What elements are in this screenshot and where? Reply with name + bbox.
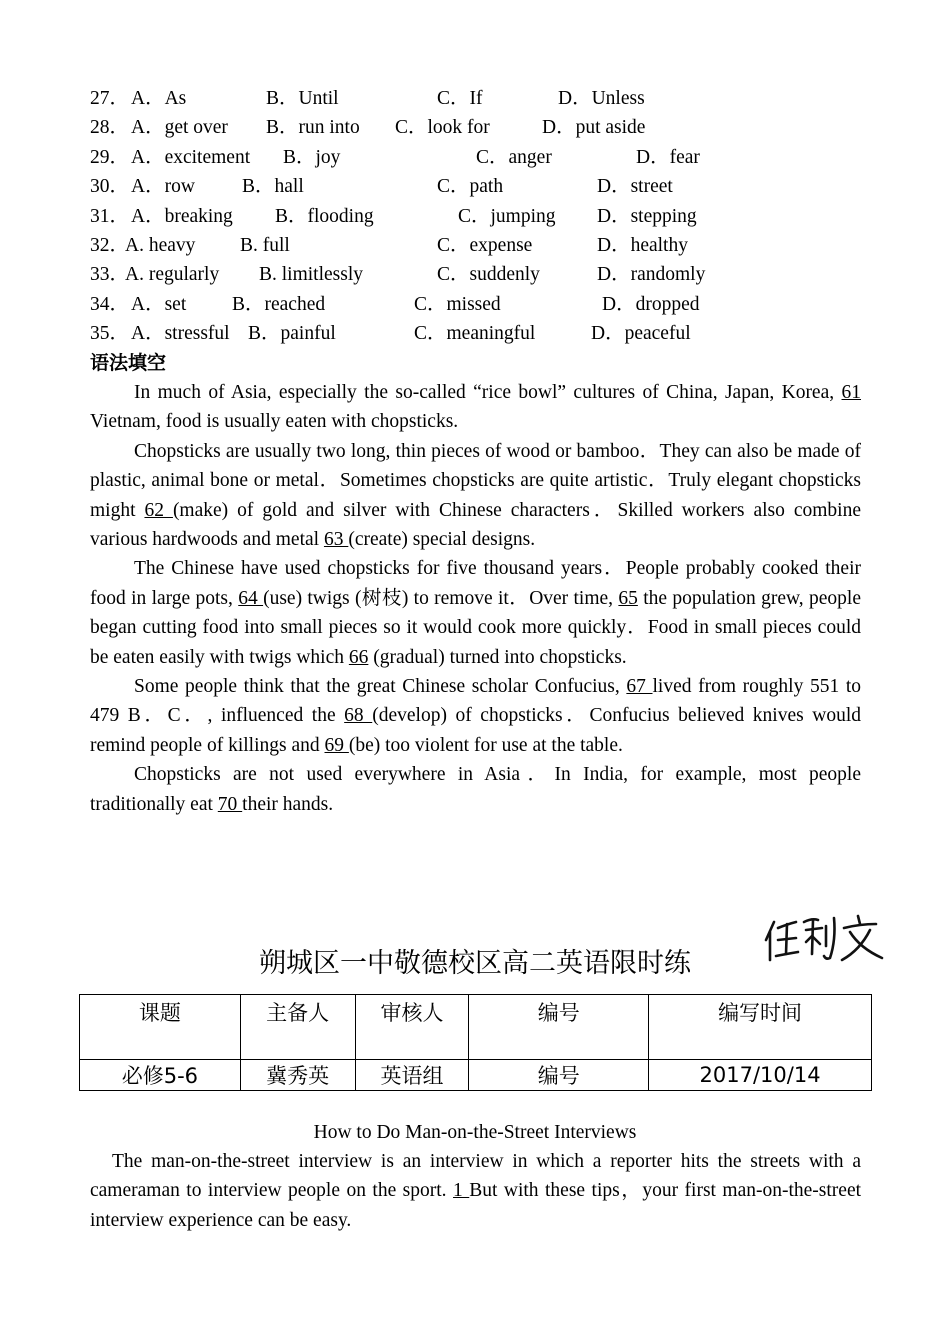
- cell-number: 编号: [469, 1060, 649, 1091]
- option-d: D．randomly: [597, 264, 706, 286]
- option-b: B．reached: [232, 293, 326, 315]
- header-cell-topic: 课题: [80, 995, 241, 1060]
- option-d: D．peaceful: [591, 323, 691, 345]
- cell-topic: 必修5-6: [80, 1060, 241, 1091]
- option-b: B．joy: [283, 146, 341, 168]
- blank-66: 66: [348, 646, 369, 668]
- paragraph-2: Chopsticks are usually two long, thin pieces of wood or bamboo．They can also be made of plastic, animal bone or metal．Sometimes chopsticks are quite artistic．Truly elegant chopsticks might 62 (make) of gold and silver with Chinese characters．Skilled workers also combine various hardwoods and metal 63 (create) special designs.: [90, 440, 861, 551]
- option-b: B．Until: [266, 88, 339, 109]
- grammar-passage: [90, 378, 861, 819]
- option-a: A．As: [131, 88, 187, 109]
- blank-62: 62: [144, 499, 173, 521]
- blank-61: 61: [841, 382, 861, 403]
- option-b: B. full: [240, 235, 290, 256]
- paragraph-3: The Chinese have used chopsticks for five thousand years．People probably cooked their food in large pots, 64 (use) twigs (树枝) to remove it．Over time, 65 the population grew, people began cutting food into small pieces so it would cook more quickly．Food in small pieces could be eaten easily with twigs which 66 (gradual) turned into chopsticks.: [90, 558, 861, 668]
- option-d: D．healthy: [597, 235, 688, 256]
- option-c: C．path: [437, 176, 504, 198]
- article-title: How to Do Man-on-the-Street Interviews: [313, 1122, 637, 1143]
- paragraph-1: In much of Asia, especially the so-called “rice bowl” cultures of China, Japan, Korea, 61 Vietnam, food is usually eaten with chopsticks.: [90, 382, 861, 433]
- option-b: B. limitlessly: [259, 264, 364, 286]
- article-passage: [90, 1147, 861, 1235]
- option-c: C．missed: [414, 293, 501, 315]
- info-table: [79, 994, 872, 1091]
- option-c: C．If: [437, 88, 483, 109]
- question-number: 28．: [90, 117, 130, 139]
- option-d: D．street: [597, 176, 673, 198]
- option-a: A. regularly: [125, 264, 220, 286]
- table-row: [80, 1060, 872, 1091]
- option-c: C．look for: [395, 117, 490, 139]
- question-number: 33．: [90, 264, 130, 286]
- question-number: 32．: [90, 235, 130, 256]
- table-header-row: [80, 995, 872, 1060]
- option-a: A．stressful: [131, 323, 230, 345]
- option-d: D．put aside: [542, 117, 646, 139]
- option-d: D．dropped: [602, 293, 700, 315]
- option-c: C．anger: [476, 146, 552, 168]
- option-a: A．set: [131, 293, 187, 315]
- option-d: D．fear: [636, 146, 700, 168]
- paragraph-4: Some people think that the great Chinese scholar Confucius, 67 lived from roughly 551 to 479 B．C．, influenced the 68 (develop) of chopsticks．Confucius believed knives would remind people of killings and 69 (be) too violent for use at the table.: [90, 676, 862, 756]
- blank-67: 67: [626, 676, 653, 698]
- blank-1: 1: [453, 1180, 470, 1202]
- blank-64: 64: [238, 587, 264, 609]
- blank-69: 69: [324, 734, 349, 756]
- option-d: D．stepping: [597, 205, 697, 227]
- option-c: C．suddenly: [437, 264, 540, 286]
- question-number: 30．: [90, 176, 130, 198]
- option-c: C．jumping: [458, 205, 556, 227]
- question-number: 34．: [90, 293, 130, 315]
- cell-preparer: 冀秀英: [240, 1060, 355, 1091]
- option-b: B．hall: [242, 176, 304, 198]
- option-b: B．flooding: [275, 205, 374, 227]
- header-cell-date: 编写时间: [649, 995, 872, 1060]
- grammar-heading: 语法填空: [90, 352, 167, 374]
- option-d: D．Unless: [558, 88, 645, 109]
- option-a: A．get over: [131, 117, 228, 139]
- option-a: A. heavy: [125, 235, 196, 256]
- option-a: A．excitement: [131, 146, 251, 168]
- question-number: 35．: [90, 323, 130, 345]
- header-cell-number: 编号: [469, 995, 649, 1060]
- blank-68: 68: [344, 705, 373, 727]
- option-a: A．row: [131, 176, 195, 198]
- cell-reviewer: 英语组: [355, 1060, 469, 1091]
- header-cell-preparer: 主备人: [240, 995, 355, 1060]
- cell-date: 2017/10/14: [649, 1060, 872, 1091]
- section-title: 朔城区一中敬德校区高二英语限时练: [259, 948, 691, 979]
- paragraph-5: Chopsticks are not used everywhere in Asia．In India, for example, most people traditionally eat 70 their hands.: [90, 764, 861, 815]
- blank-65: 65: [618, 587, 638, 609]
- header-cell-reviewer: 审核人: [355, 995, 469, 1060]
- article-paragraph-1: The man-on-the-street interview is an interview in which a reporter hits the streets with a cameraman to interview people on the sport. 1 But with these tips，your first man-on-the-street interview experience can be easy.: [90, 1151, 862, 1231]
- option-c: C．expense: [437, 235, 533, 256]
- option-c: C．meaningful: [414, 323, 536, 345]
- blank-63: 63: [323, 529, 349, 551]
- option-b: B．painful: [248, 323, 336, 345]
- question-number: 29．: [90, 146, 130, 168]
- question-number: 31．: [90, 205, 130, 227]
- blank-70: 70: [217, 793, 243, 815]
- option-b: B．run into: [266, 117, 360, 139]
- question-number: 27．: [90, 88, 130, 109]
- option-a: A．breaking: [131, 205, 233, 227]
